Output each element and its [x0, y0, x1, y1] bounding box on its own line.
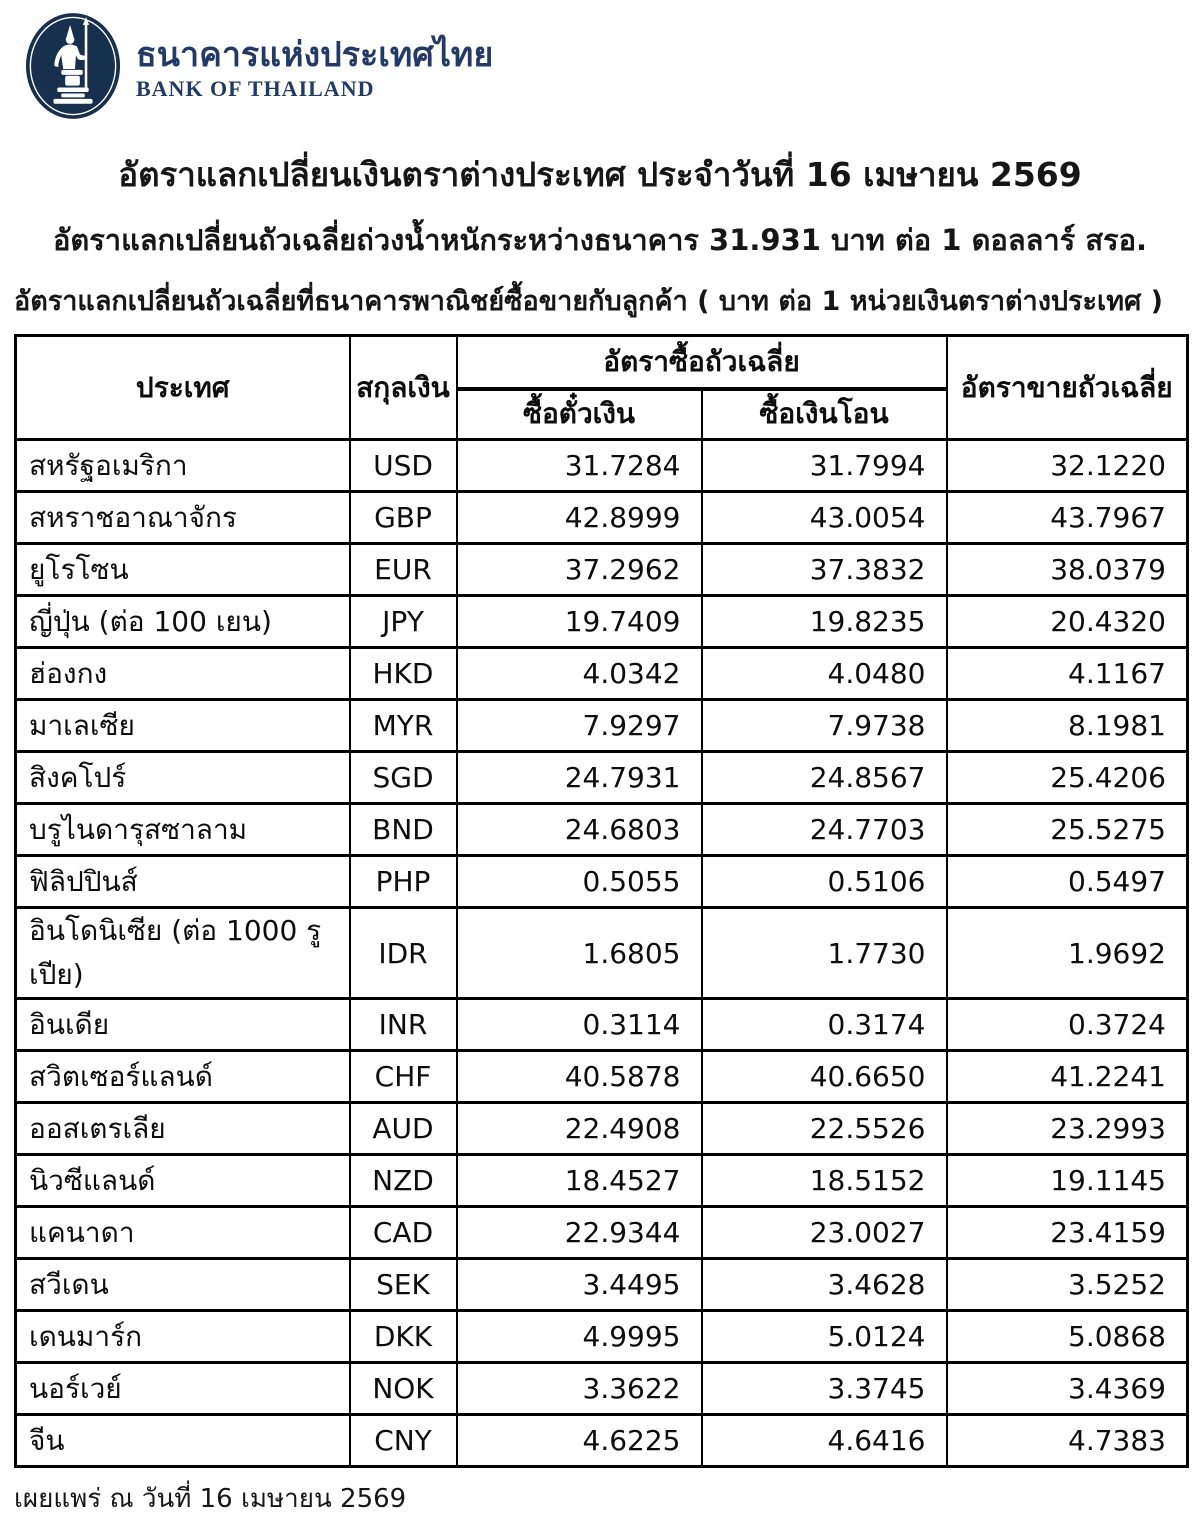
selling-rate-cell: 38.0379	[947, 544, 1188, 596]
currency-code-cell: USD	[350, 440, 457, 492]
table-caption: อัตราแลกเปลี่ยนถัวเฉลี่ยที่ธนาคารพาณิชย์ซื้อขายกับลูกค้า ( บาท ต่อ 1 หน่วยเงินตราต่างประเทศ )	[14, 286, 1163, 317]
org-name-thai: ธนาคารแห่งประเทศไทย	[136, 35, 494, 76]
currency-code-cell: HKD	[350, 648, 457, 700]
selling-rate-cell: 25.5275	[947, 804, 1188, 856]
buying-transfer-rate-cell: 24.8567	[702, 752, 947, 804]
buying-transfer-rate-cell: 43.0054	[702, 492, 947, 544]
buying-transfer-rate-cell: 4.0480	[702, 648, 947, 700]
country-cell: ยูโรโซน	[16, 544, 350, 596]
buying-transfer-rate-cell: 18.5152	[702, 1155, 947, 1207]
selling-rate-cell: 0.3724	[947, 999, 1188, 1051]
buying-bill-rate-cell: 31.7284	[457, 440, 702, 492]
buying-transfer-rate-cell: 3.4628	[702, 1259, 947, 1311]
buying-bill-rate-cell: 37.2962	[457, 544, 702, 596]
buying-bill-rate-cell: 18.4527	[457, 1155, 702, 1207]
buying-transfer-rate-cell: 0.5106	[702, 856, 947, 908]
country-cell: สิงคโปร์	[16, 752, 350, 804]
currency-code-cell: CAD	[350, 1207, 457, 1259]
selling-rate-cell: 19.1145	[947, 1155, 1188, 1207]
selling-rate-cell: 43.7967	[947, 492, 1188, 544]
selling-rate-cell: 41.2241	[947, 1051, 1188, 1103]
table-header-row-1	[16, 336, 1188, 389]
country-cell: บรูไนดารุสซาลาม	[16, 804, 350, 856]
buying-transfer-rate-cell: 37.3832	[702, 544, 947, 596]
buying-bill-rate-cell: 4.0342	[457, 648, 702, 700]
currency-code-cell: MYR	[350, 700, 457, 752]
column-header-country: ประเทศ	[16, 336, 350, 440]
currency-code-cell: IDR	[350, 908, 457, 999]
buying-transfer-rate-cell: 22.5526	[702, 1103, 947, 1155]
buying-transfer-rate-cell: 1.7730	[702, 908, 947, 999]
country-cell: ออสเตรเลีย	[16, 1103, 350, 1155]
selling-rate-cell: 1.9692	[947, 908, 1188, 999]
table-row	[16, 999, 1188, 1051]
selling-rate-cell: 4.1167	[947, 648, 1188, 700]
currency-code-cell: BND	[350, 804, 457, 856]
table-row	[16, 1311, 1188, 1363]
table-row	[16, 1259, 1188, 1311]
currency-code-cell: CHF	[350, 1051, 457, 1103]
published-note: เผยแพร่ ณ วันที่ 16 เมษายน 2569	[14, 1484, 407, 1514]
buying-bill-rate-cell: 3.3622	[457, 1363, 702, 1415]
currency-code-cell: EUR	[350, 544, 457, 596]
table-row	[16, 544, 1188, 596]
buying-bill-rate-cell: 24.6803	[457, 804, 702, 856]
table-row	[16, 1051, 1188, 1103]
buying-bill-rate-cell: 19.7409	[457, 596, 702, 648]
country-cell: นิวซีแลนด์	[16, 1155, 350, 1207]
buying-transfer-rate-cell: 3.3745	[702, 1363, 947, 1415]
bank-of-thailand-seal-icon	[24, 11, 122, 121]
table-row	[16, 1363, 1188, 1415]
table-row	[16, 1103, 1188, 1155]
country-cell: ญี่ปุ่น (ต่อ 100 เยน)	[16, 596, 350, 648]
country-cell: อินเดีย	[16, 999, 350, 1051]
currency-code-cell: JPY	[350, 596, 457, 648]
buying-bill-rate-cell: 4.9995	[457, 1311, 702, 1363]
country-cell: สหรัฐอเมริกา	[16, 440, 350, 492]
buying-transfer-rate-cell: 31.7994	[702, 440, 947, 492]
buying-bill-rate-cell: 1.6805	[457, 908, 702, 999]
buying-transfer-rate-cell: 40.6650	[702, 1051, 947, 1103]
buying-transfer-rate-cell: 23.0027	[702, 1207, 947, 1259]
org-name-english: BANK OF THAILAND	[136, 75, 375, 101]
table-row	[16, 1415, 1188, 1467]
buying-transfer-rate-cell: 0.3174	[702, 999, 947, 1051]
table-row	[16, 700, 1188, 752]
country-cell: อินโดนิเซีย (ต่อ 1000 รูเปีย)	[16, 908, 350, 999]
buying-bill-rate-cell: 42.8999	[457, 492, 702, 544]
page-title: อัตราแลกเปลี่ยนเงินตราต่างประเทศ ประจำวันที่ 16 เมษายน 2569	[118, 155, 1082, 194]
selling-rate-cell: 8.1981	[947, 700, 1188, 752]
selling-rate-cell: 23.2993	[947, 1103, 1188, 1155]
currency-code-cell: CNY	[350, 1415, 457, 1467]
interbank-rate-subtitle: อัตราแลกเปลี่ยนถัวเฉลี่ยถ่วงน้ำหนักระหว่างธนาคาร 31.931 บาท ต่อ 1 ดอลลาร์ สรอ.	[52, 223, 1148, 257]
table-row	[16, 752, 1188, 804]
selling-rate-cell: 3.5252	[947, 1259, 1188, 1311]
country-cell: สวีเดน	[16, 1259, 350, 1311]
table-row	[16, 1155, 1188, 1207]
country-cell: สหราชอาณาจักร	[16, 492, 350, 544]
selling-rate-cell: 32.1220	[947, 440, 1188, 492]
currency-code-cell: PHP	[350, 856, 457, 908]
buying-bill-rate-cell: 0.3114	[457, 999, 702, 1051]
bank-header	[0, 0, 1200, 122]
country-cell: มาเลเซีย	[16, 700, 350, 752]
country-cell: ฮ่องกง	[16, 648, 350, 700]
country-cell: เดนมาร์ก	[16, 1311, 350, 1363]
buying-bill-rate-cell: 4.6225	[457, 1415, 702, 1467]
buying-bill-rate-cell: 22.9344	[457, 1207, 702, 1259]
country-cell: แคนาดา	[16, 1207, 350, 1259]
currency-code-cell: NZD	[350, 1155, 457, 1207]
currency-code-cell: INR	[350, 999, 457, 1051]
selling-rate-cell: 23.4159	[947, 1207, 1188, 1259]
selling-rate-cell: 5.0868	[947, 1311, 1188, 1363]
table-body	[16, 440, 1188, 1467]
selling-rate-cell: 0.5497	[947, 856, 1188, 908]
buying-bill-rate-cell: 0.5055	[457, 856, 702, 908]
table-row	[16, 440, 1188, 492]
buying-transfer-rate-cell: 24.7703	[702, 804, 947, 856]
currency-code-cell: SEK	[350, 1259, 457, 1311]
column-header-buying-transfer: ซื้อเงินโอน	[702, 389, 947, 440]
table-header	[16, 336, 1188, 440]
table-row	[16, 1207, 1188, 1259]
selling-rate-cell: 4.7383	[947, 1415, 1188, 1467]
table-row	[16, 856, 1188, 908]
buying-transfer-rate-cell: 19.8235	[702, 596, 947, 648]
buying-bill-rate-cell: 22.4908	[457, 1103, 702, 1155]
currency-code-cell: DKK	[350, 1311, 457, 1363]
column-header-currency: สกุลเงิน	[350, 336, 457, 440]
buying-transfer-rate-cell: 7.9738	[702, 700, 947, 752]
buying-bill-rate-cell: 3.4495	[457, 1259, 702, 1311]
buying-bill-rate-cell: 24.7931	[457, 752, 702, 804]
currency-code-cell: SGD	[350, 752, 457, 804]
buying-transfer-rate-cell: 5.0124	[702, 1311, 947, 1363]
buying-bill-rate-cell: 40.5878	[457, 1051, 702, 1103]
table-row	[16, 596, 1188, 648]
country-cell: สวิตเซอร์แลนด์	[16, 1051, 350, 1103]
bank-names	[136, 30, 493, 101]
selling-rate-cell: 20.4320	[947, 596, 1188, 648]
country-cell: จีน	[16, 1415, 350, 1467]
column-header-selling: อัตราขายถัวเฉลี่ย	[947, 336, 1188, 440]
country-cell: นอร์เวย์	[16, 1363, 350, 1415]
country-cell: ฟิลิปปินส์	[16, 856, 350, 908]
currency-code-cell: GBP	[350, 492, 457, 544]
selling-rate-cell: 3.4369	[947, 1363, 1188, 1415]
exchange-rates-table	[14, 334, 1189, 1468]
column-header-buying-group: อัตราซื้อถัวเฉลี่ย	[457, 336, 947, 389]
table-row	[16, 648, 1188, 700]
currency-code-cell: NOK	[350, 1363, 457, 1415]
table-row	[16, 804, 1188, 856]
buying-bill-rate-cell: 7.9297	[457, 700, 702, 752]
table-row	[16, 492, 1188, 544]
buying-transfer-rate-cell: 4.6416	[702, 1415, 947, 1467]
table-row	[16, 908, 1188, 999]
currency-code-cell: AUD	[350, 1103, 457, 1155]
selling-rate-cell: 25.4206	[947, 752, 1188, 804]
column-header-buying-bill: ซื้อตั๋วเงิน	[457, 389, 702, 440]
